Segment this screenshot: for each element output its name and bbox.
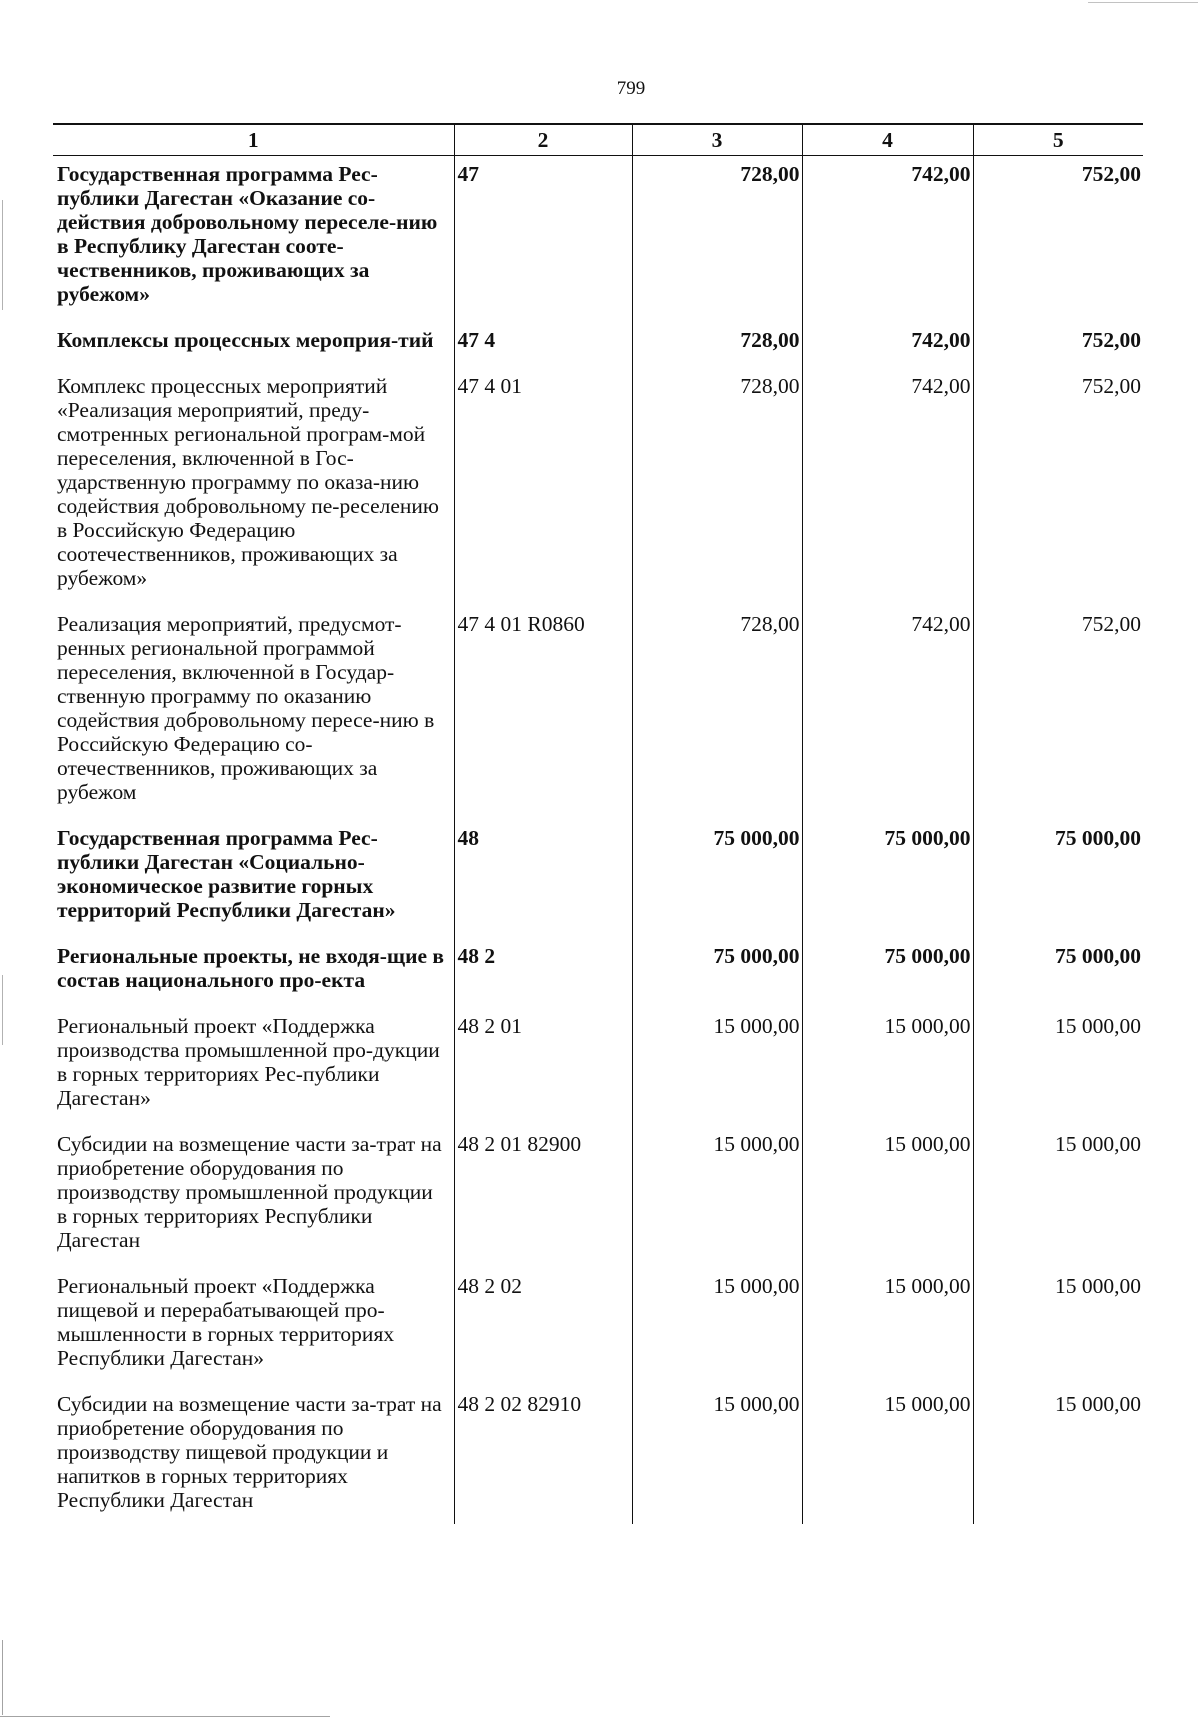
row-code: 48 2 02	[454, 1268, 632, 1386]
column-header-5: 5	[973, 124, 1143, 156]
row-value-4: 15 000,00	[802, 1008, 973, 1126]
row-value-3: 728,00	[632, 156, 802, 323]
column-header-4: 4	[802, 124, 973, 156]
row-value-3: 15 000,00	[632, 1268, 802, 1386]
table-row	[53, 606, 1143, 820]
page-number: 799	[616, 78, 646, 99]
row-value-5: 15 000,00	[973, 1008, 1143, 1126]
row-code: 48 2 02 82910	[454, 1386, 632, 1524]
table-row	[53, 1386, 1143, 1524]
column-header-1: 1	[53, 124, 454, 156]
table-row	[53, 1008, 1143, 1126]
row-value-3: 15 000,00	[632, 1126, 802, 1268]
row-value-4: 742,00	[802, 606, 973, 820]
table-row	[53, 156, 1143, 323]
row-value-5: 752,00	[973, 156, 1143, 323]
row-name: Реализация мероприятий, предусмот-ренных региональной программой переселения, включенной в Государ-ственную программу по оказанию содействия добровольному пересе-нию в Российскую Федерацию со-отечественников, проживающих за рубежом	[57, 612, 435, 804]
column-header-3: 3	[632, 124, 802, 156]
table-row	[53, 1268, 1143, 1386]
row-name: Комплекс процессных мероприятий «Реализация мероприятий, преду-смотренных региональной програм-мой переселения, включенной в Гос-ударственную программу по оказа-нию содействия добровольному пе-реселению в Российскую Федерацию соотечественников, проживающих за рубежом»	[57, 374, 439, 590]
row-name: Субсидии на возмещение части за-трат на приобретение оборудования по производству промышленной продукции в горных территориях Республики Дагестан	[57, 1132, 442, 1252]
row-code: 47 4 01	[454, 368, 632, 606]
row-value-5: 15 000,00	[973, 1386, 1143, 1524]
table-row	[53, 938, 1143, 1008]
row-value-4: 15 000,00	[802, 1268, 973, 1386]
row-value-3: 75 000,00	[632, 820, 802, 938]
scan-edge-mark-left-middle	[2, 975, 3, 1045]
row-name: Региональные проекты, не входя-щие в состав национального про-екта	[57, 944, 444, 992]
row-value-4: 15 000,00	[802, 1386, 973, 1524]
row-code: 47 4	[454, 322, 632, 368]
row-name: Государственная программа Рес-публики Дагестан «Оказание со-действия добровольному переселе-нию в Республику Дагестан соотe-чественников, проживающих за рубежом»	[57, 162, 438, 306]
table-row	[53, 368, 1143, 606]
row-value-5: 75 000,00	[973, 938, 1143, 1008]
table-header-row	[53, 124, 1143, 156]
row-value-5: 752,00	[973, 606, 1143, 820]
row-value-4: 15 000,00	[802, 1126, 973, 1268]
row-value-3: 728,00	[632, 322, 802, 368]
row-value-3: 728,00	[632, 368, 802, 606]
row-code: 47	[454, 156, 632, 323]
scan-edge-mark-left-bottom	[2, 1640, 3, 1715]
row-value-5: 15 000,00	[973, 1268, 1143, 1386]
row-code: 48 2	[454, 938, 632, 1008]
row-value-3: 75 000,00	[632, 938, 802, 1008]
row-value-3: 15 000,00	[632, 1008, 802, 1126]
row-value-4: 742,00	[802, 322, 973, 368]
row-name: Комплексы процессных мероприя-тий	[57, 328, 434, 352]
scan-edge-mark-bottom	[0, 1716, 330, 1717]
row-code: 48 2 01	[454, 1008, 632, 1126]
budget-table	[53, 123, 1143, 1524]
row-value-5: 752,00	[973, 322, 1143, 368]
row-code: 48 2 01 82900	[454, 1126, 632, 1268]
row-value-4: 75 000,00	[802, 938, 973, 1008]
row-value-5: 15 000,00	[973, 1126, 1143, 1268]
row-value-3: 728,00	[632, 606, 802, 820]
table-row	[53, 322, 1143, 368]
row-name: Государственная программа Рес-публики Дагестан «Социально-экономическое развитие горных территорий Республики Дагестан»	[57, 826, 396, 922]
row-code: 47 4 01 R0860	[454, 606, 632, 820]
row-code: 48	[454, 820, 632, 938]
row-name: Региональный проект «Поддержка производства промышленной про-дукции в горных территориях Рес-публики Дагестан»	[57, 1014, 440, 1110]
row-name: Региональный проект «Поддержка пищевой и перерабатывающей про-мышленности в горных территориях Республики Дагестан»	[57, 1274, 395, 1370]
scan-edge-mark-top-right	[1088, 2, 1198, 3]
row-value-3: 15 000,00	[632, 1386, 802, 1524]
row-name: Субсидии на возмещение части за-трат на приобретение оборудования по производству пищевой продукции и напитков в горных территориях Республики Дагестан	[57, 1392, 442, 1512]
table-row	[53, 1126, 1143, 1268]
row-value-5: 75 000,00	[973, 820, 1143, 938]
row-value-5: 752,00	[973, 368, 1143, 606]
row-value-4: 742,00	[802, 368, 973, 606]
table-row	[53, 820, 1143, 938]
column-header-2: 2	[454, 124, 632, 156]
row-value-4: 742,00	[802, 156, 973, 323]
row-value-4: 75 000,00	[802, 820, 973, 938]
scan-edge-mark-left-top	[2, 200, 3, 310]
